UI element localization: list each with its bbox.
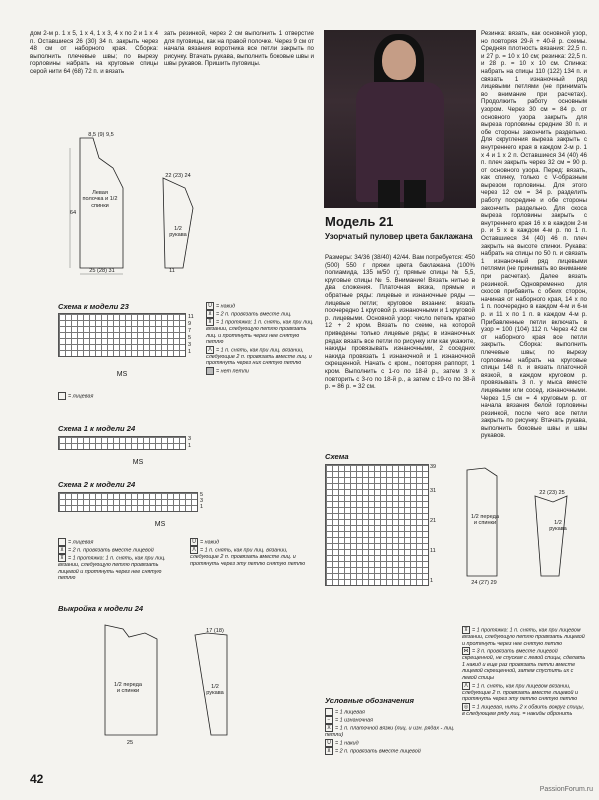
scheme23-row: 3: [188, 342, 192, 348]
model-leg: [404, 180, 426, 208]
scheme24b-row: 3: [200, 498, 204, 504]
scheme23-row: 1: [188, 349, 192, 355]
scheme21-row: 21: [430, 518, 437, 524]
scheme21-grid: [325, 464, 429, 586]
pattern-right-label: 1/2 рукава: [169, 226, 187, 239]
scheme23-legend: U = накид ⊻ = 2 п. провязать вместе лиц. ⊼ = 1 протяжка: 1 п. снять, как при лиц. вязании, следующую петлю провязать лиц. и протянуть через нее снятую петлю Λ = 1 п. снять, как при лиц. вязании, следующие 2 п. провязать вместе лиц. и протянуть через них снятую петлю = нет петли: [206, 303, 314, 375]
legend24-left: = лицевая ⊻ = 2 п. провязать вместе лицевой ⊼ = 1 протяжка: 1 п. снять, как при лиц. вязании, следующую петлю провязать лицевой и протянуть через нее снятую петлю: [58, 539, 166, 582]
pattern24-dim: 17 (18): [206, 628, 224, 634]
scheme24a-row: 1: [188, 443, 192, 449]
pattern-dim: 8,5 (9) 9,5: [88, 132, 114, 138]
scheme24b-title: Схема 2 к модели 24: [58, 480, 136, 489]
model-text: Размеры: 34/36 (38/40) 42/44. Вам потребуется: 450 (500) 550 г пряжи цвета баклажана (100% полиамида, 135 м/50 г); прямые спицы № 5,5, круговые спицы № 5. Внимание! Вязать нитью в два сложения. Платочная вязка, прямые и обратные ряды: лицевые и изнаночные ряды — лицевые петли; круговое вязание: вязать поочередно 1 круговой р. изнаночными и 1 круговой р. лицевыми. Основной узор: число петель кратно 12 + 2 кром. Вязать по схеме, на которой приведены только лицевые ряды; в изнаночных рядах вязать все петли по рисунку или как укажите, накиды провязывать изнаночными, 2 соседних накида провязать 1 изнаночной и 1 изнаночной скрещенной. Начать с кром., повторяя раппорт, 1 кром. Выполнить с 1-го по 18-й р., затем 3 х повторить с 3-го по 18-й р., а затем с 19-го по 38-й р. = 86 р. = 32 см.: [325, 254, 475, 391]
scheme24b-grid: [58, 492, 198, 512]
scheme21-legend-title: Условные обозначения: [325, 696, 414, 705]
pattern24-title: Выкройка к модели 24: [58, 604, 144, 613]
col2-text: зать резинкой, через 2 см выполнить 1 отверстие для пуговицы, как на правой полочке. Через 9 см от начала вязания воротника все петли закрыть по рисунку. Втачать рукава, выполнить боковые швы и швы рукавов. Пришить пуговицы.: [164, 30, 314, 68]
col1-text: дом 2-м р. 1 х 5, 1 х 4, 1 х 3, 4 х по 2 и 1 х 4 п. Оставшиеся 26 (30) 34 п. закрыть через 48 см от наборного края. Сборка: выполнить плечевые швы; по вырезу горловины набрать на круговые спицы серой нити 64 (68) 72 п. и вязать: [30, 30, 158, 75]
scheme23-legend-left: = лицевая: [58, 392, 178, 400]
scheme21-legend-right: ⊼ = 1 протяжка: 1 п. снять, как при лицевом вязании, следующую петлю провязать лицевой и протянуть через нее снятую петлю ⋈ = 3 п. провязать вместе лицевой скрещенной, не спуская с левой спицы, сделать 1 накид и еще раз провязать петли вместе лицевой скрещенной, затем спустить их с левой спицы Λ = 1 п. снять, как при лицевом вязании, следующие 2 п. провязать вместе лицевой и протянуть через эту петлю снятую петлю ◎ = 1 лицевая, нить 2 х обвить вокруг спицы, в следующем ряду лиц. = накиды обронить: [462, 627, 586, 717]
pattern-model-24: [95, 615, 255, 745]
pattern24-dim: 25: [126, 740, 134, 746]
scheme23-row: 5: [188, 335, 192, 341]
pattern24-left-label: 1/2 переда и спинки: [114, 682, 142, 695]
scheme21-row: 1: [430, 578, 434, 584]
pattern21-dim: 24 (27) 29: [471, 580, 497, 586]
scheme21-row: 11: [430, 548, 436, 554]
model-photo: [324, 30, 476, 208]
col4-text: Резинка: вязать, как основной узор, но повторяя 29-й + 40-й р. схемы. Средняя плотность вязания: 22,5 п. и 27 р. = 10 х 10 см; резинка: 22,5 п. и 28 р. = 10 х 10 см. Спинка: набрать на спицы 110 (122) 134 п. и связать 1 изнаночный ряд лицевыми петлями (не принимать во внимание при расчетах). Продолжить работу основным узором. Через 30 см = 84 р. от основного узора закрыть для выреза горловины средние 30 п. и обе стороны закончить раздельно. Для скругления выреза закрыть с внутреннего края в каждом 2-м р. 1 х 4 и 1 х 2 п. Оставшиеся 34 (40) 46 п. плеч закрыть через 32 см = 90 р. от основного узора. Перед: вязать, как спинку, только с V-образным вырезом горловины. Для этого через 12 см = 34 р. разделить работу посредине и обе стороны закончить раздельно. Для скоса выреза горловины закрыть с внутреннего края 16 х в каждом 2-м р. и 5 х в каждом 4-м р. по 1 п. Оставшиеся 34 (40) 46 п. плеч закрыть на высоте спинки. Рукава: набрать на спицы по 50 п. и связать 1 изнаночный ряд лицевыми петлями (не принимать во внимание при расчетах). Далее вязать резинкой. Одновременно для скосов прибавить с обеих сторон, начиная от наборного края, 14 х по 1 п. поочередно в каждом 4-м и 6-м р. и 11 х по 1 п. в каждом 4-м р. Прибавленные петли включать в узор = 100 (104) 112 п. Через 42 см от наборного края все петли закрыть. Сборка: выполнить плечевые швы; по вырезу горловины набрать на круговые спицы 148 п. и вязать платочной вязкой, в каждом круговом р. провязывать 3 п. у мыса вместе лицевыми или сосед. изнаночными. Через 1,5 см = 4 круговым р. от начала вязания белой горловины резинкой, после чего все петли закрыть по рисунку. Втачать рукава, выполнить боковые швы и швы рукавов.: [481, 30, 587, 440]
page-number: 42: [30, 772, 44, 786]
model-leg: [378, 180, 400, 208]
scheme21-legend: = 1 лицевая − = 1 изнаночная X = 1 п. платочной вязки (лиц. и изн. рядах - лиц. петли) U = 1 накид ⊻ = 2 п. провязать вместе лицевой: [325, 709, 455, 755]
model-subtitle: Узорчатый пуловер цвета баклажана: [325, 232, 473, 241]
pattern21-left-label: 1/2 переда и спинки: [471, 514, 499, 527]
pattern-model-23: [55, 128, 220, 278]
scheme23-grid: [58, 313, 186, 357]
scheme21-row: 39: [430, 464, 437, 470]
scheme21-row: 31: [430, 488, 437, 494]
pattern-dim: 11: [169, 268, 175, 274]
scheme24b-ms: MS: [154, 521, 166, 528]
pattern-dim: 64: [69, 210, 77, 216]
pattern21-right-label: 1/2 рукава: [549, 520, 567, 533]
scheme24a-grid: [58, 436, 186, 450]
scheme23-row: 11: [188, 314, 194, 320]
scheme23-ms: MS: [116, 371, 128, 378]
scheme24a-ms: MS: [132, 459, 144, 466]
scheme23-title: Схема к модели 23: [58, 302, 129, 311]
pattern-dim: 25 (28) 31: [89, 268, 115, 274]
scheme24b-row: 5: [200, 492, 204, 498]
model-title: Модель 21: [325, 214, 394, 229]
scheme24a-row: 3: [188, 436, 192, 442]
scheme23-row: 7: [188, 328, 192, 334]
scheme24b-row: 1: [200, 504, 204, 510]
pattern21-dim: 22 (23) 25: [539, 490, 565, 496]
watermark: PassionForum.ru: [539, 786, 593, 793]
scheme24a-title: Схема 1 к модели 24: [58, 424, 136, 433]
pattern-dim: 22 (23) 24: [165, 173, 191, 179]
pattern24-right-label: 1/2 рукава: [206, 684, 224, 697]
scheme21-title: Схема: [325, 452, 349, 461]
legend24-right: U = накид Λ = 1 п. снять, как при лиц. вязании, следующие 2 п. провязать вместе лиц. и протянуть через эту петлю снятую петлю: [190, 539, 306, 567]
pattern-left-label: Левая полочка и 1/2 спинки: [82, 190, 118, 209]
model-face: [382, 40, 416, 80]
scheme23-row: 9: [188, 321, 192, 327]
model-pullover: [356, 82, 444, 202]
